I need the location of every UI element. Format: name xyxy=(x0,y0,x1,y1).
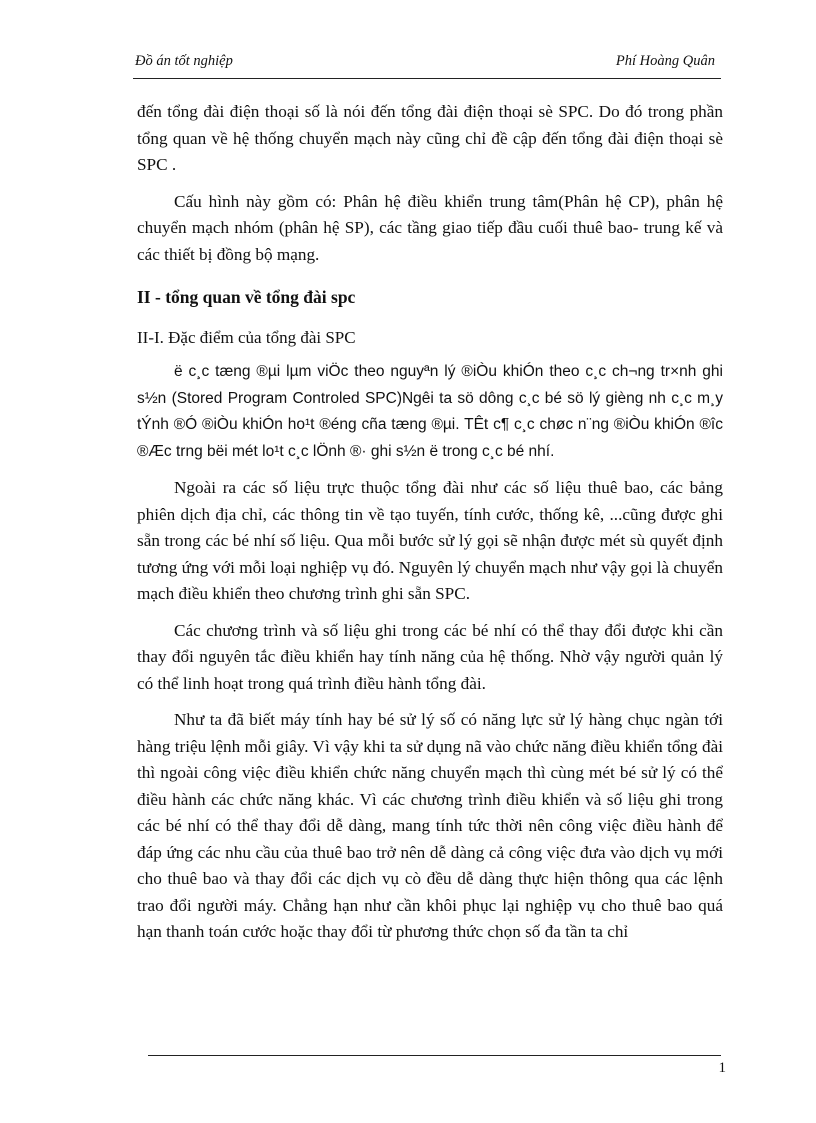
paragraph-intro: đến tổng đài điện thoại số là nói đến tổng đài điện thoại sè SPC. Do đó trong phần tổng quan về hệ thống chuyển mạch này cũng chỉ đề cập đến tổng đài điện thoại sè SPC . xyxy=(137,102,723,174)
page-body xyxy=(137,99,723,956)
paragraph-program-changes: Các chương trình và số liệu ghi trong các bé nhí có thể thay đổi được khi cần thay đổi nguyên tắc điều khiển hay tính năng của hệ thống. Nhờ vậy người quản lý có thể linh hoạt trong quá trình điều hành tổng đài. xyxy=(137,620,723,693)
footer-divider xyxy=(148,1055,721,1056)
section-heading: II - tổng quan về tổng đài spc xyxy=(137,287,356,307)
header-author-name: Phí Hoàng Quân xyxy=(615,53,715,69)
paragraph-configuration: Cấu hình này gồm có: Phân hệ điều khiển trung tâm(Phân hệ CP), phân hệ chuyển mạch nhóm (phân hệ SP), các tầng giao tiếp đầu cuối thuê bao- trung kế và các thiết bị đồng bộ mạng. xyxy=(137,191,723,264)
paragraph-data-storage: Ngoài ra các số liệu trực thuộc tổng đài như các số liệu thuê bao, các bảng phiên dịch địa chỉ, các thông tin về tạo tuyến, tính cước, thống kê, ...cũng được ghi sẵn trong các bé nhí số liệu. Qua mỗi bước sử lý gọi sẽ nhận được mét sù quyết định tương ứng với mỗi loại nghiệp vụ đó. Nguyên lý chuyển mạch như vậy gọi là chuyển mạch điều khiển theo chương trình ghi sẵn SPC. xyxy=(137,478,723,603)
header-document-title: Đồ án tốt nghiệp xyxy=(135,53,233,69)
subsection-heading: II-I. Đặc điểm của tổng đài SPC xyxy=(137,327,356,347)
paragraph-processor-capability: Như ta đã biết máy tính hay bé sử lý số có năng lực sử lý hàng chục ngàn tới hàng triệu lệnh mỗi giây. Vì vậy khi ta sử dụng nã vào chức năng điều khiển tổng đài thì ngoài công việc điều khiển chức năng chuyển mạch thì cùng mét bé sử lý có thể điều hành các chức năng khác. Vì các chương trình điều khiển và số liệu ghi trong các bé nhí có thể thay đổi dễ dàng, mang tính tức thời nên công việc điều hành để đáp ứng các nhu cầu của thuê bao trở nên dễ dàng cả công việc đưa vào dịch vụ mới cho thuê bao và thay đổi các dịch vụ cò đều dễ dàng thực hiện thông qua các lệnh trao đổi người máy. Chẳng hạn như cần khôi phục lại nghiệp vụ cho thuê bao quá hạn thanh toán cước hoặc thay đổi từ phương thức chọn số đa tần ta chỉ xyxy=(137,710,723,941)
page-number: 1 xyxy=(718,1060,726,1076)
paragraph-spc-principle: ë c¸c tæng ®µi lµm viÖc theo nguyªn lý ®iÒu khiÓn theo c¸c ch¬ng tr×nh ghi s½n (Stored Program Controled SPC)Ngêi ta sö dông c¸c bé sö lý gièng nh c¸c m¸y tÝnh ®Ó ®iÒu khiÓn ho¹t ®éng cña tæng ®µi. TÊt c¶ c¸c chøc n¨ng ®iÒu khiÓn ®îc ®Æc trng bëi mét lo¹t c¸c lÖnh ®· ghi s½n ë trong c¸c bé nhí. xyxy=(137,363,723,460)
page-header xyxy=(133,50,721,79)
